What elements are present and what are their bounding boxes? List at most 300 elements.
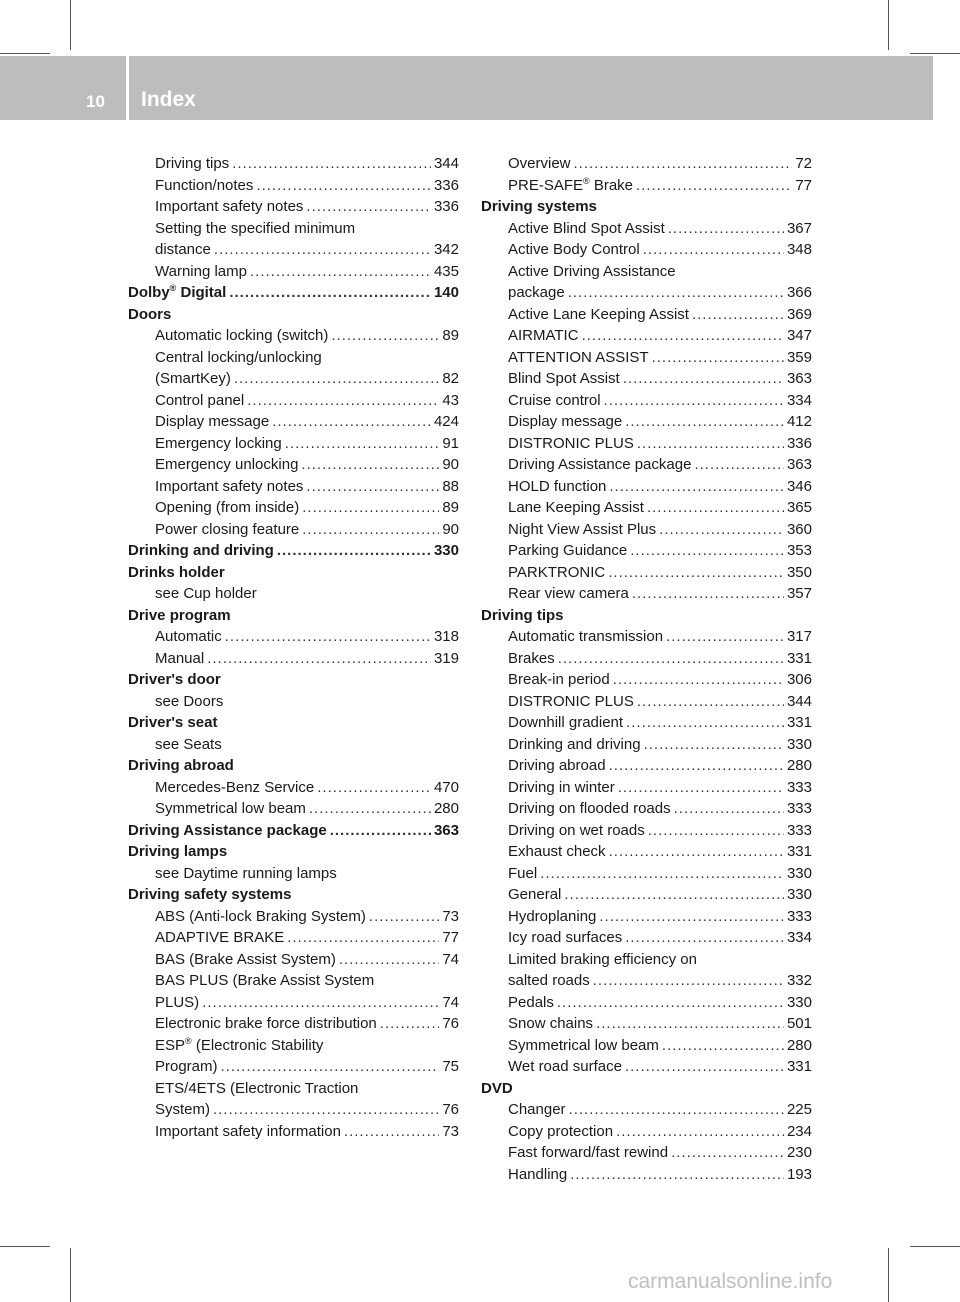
entry-label: Automatic transmission xyxy=(508,628,664,645)
entry-text xyxy=(155,583,257,605)
entry-text xyxy=(155,390,244,412)
crop-mark xyxy=(0,53,50,54)
index-heading xyxy=(128,712,459,734)
entry-label: see Cup holder xyxy=(155,585,257,602)
entry-label: Automatic locking (switch) xyxy=(155,327,329,344)
page-reference: 88 xyxy=(442,477,459,495)
index-entry xyxy=(481,863,812,885)
entry-text xyxy=(155,626,222,648)
entry-text xyxy=(508,906,596,928)
entry-text xyxy=(508,368,620,390)
page-reference: 360 xyxy=(786,520,812,538)
index-entry xyxy=(481,476,812,498)
page-reference: 331 xyxy=(786,1058,812,1075)
index-entry xyxy=(481,519,812,541)
dot-leader xyxy=(285,433,440,455)
entry-text xyxy=(128,282,226,304)
page-reference: 318 xyxy=(433,628,459,645)
index-entry xyxy=(481,906,812,928)
page-reference: 225 xyxy=(786,1101,812,1118)
header-divider xyxy=(126,56,129,120)
entry-text xyxy=(508,175,633,197)
entry-label: Wet road surface xyxy=(508,1058,622,1075)
dot-leader xyxy=(287,927,439,949)
entry-text xyxy=(155,1099,210,1121)
entry-label: Limited braking efficiency on xyxy=(508,950,697,968)
entry-label: see Doors xyxy=(155,692,224,710)
page-reference: 336 xyxy=(433,198,459,215)
page-reference: 501 xyxy=(786,1015,812,1032)
dot-leader xyxy=(637,691,784,713)
page-reference: 317 xyxy=(786,628,812,645)
dot-leader xyxy=(225,626,431,648)
page-reference: 359 xyxy=(786,348,812,366)
dot-leader xyxy=(331,325,439,347)
entry-text xyxy=(508,562,605,584)
page-reference: 280 xyxy=(786,1036,812,1054)
entry-text xyxy=(508,992,554,1014)
page-reference: 357 xyxy=(786,585,812,602)
entry-text xyxy=(155,175,253,197)
dot-leader xyxy=(596,1013,784,1035)
index-entry xyxy=(481,798,812,820)
index-entry xyxy=(481,411,812,433)
index-entry xyxy=(128,1121,459,1143)
entry-label: Dolby xyxy=(128,284,170,301)
dot-leader xyxy=(558,648,784,670)
entry-text xyxy=(508,433,634,455)
entry-text xyxy=(155,648,204,670)
entry-label: General xyxy=(508,886,562,903)
dot-leader xyxy=(648,820,784,842)
index-entry xyxy=(128,454,459,476)
page-reference: 470 xyxy=(433,778,459,796)
entry-text xyxy=(155,1121,341,1143)
entry-text xyxy=(155,476,303,498)
dot-leader xyxy=(630,540,784,562)
crop-mark xyxy=(910,1246,960,1247)
entry-label: Drive program xyxy=(128,606,231,624)
dot-leader xyxy=(309,798,431,820)
index-entry xyxy=(481,368,812,390)
index-entry xyxy=(481,927,812,949)
entry-label: HOLD function xyxy=(508,477,607,495)
index-entry xyxy=(481,992,812,1014)
entry-label: Opening (from inside) xyxy=(155,499,300,516)
index-entry xyxy=(128,519,459,541)
index-heading xyxy=(481,605,812,627)
page-reference: 75 xyxy=(442,1058,459,1075)
index-entry xyxy=(481,1099,812,1121)
entry-text xyxy=(508,626,663,648)
page-reference: 330 xyxy=(786,864,812,882)
page-reference: 330 xyxy=(786,735,812,753)
entry-label: (SmartKey) xyxy=(155,370,231,387)
entry-label: AIRMATIC xyxy=(508,327,579,344)
entry-label: see Daytime running lamps xyxy=(155,864,337,882)
dot-leader xyxy=(625,1056,784,1078)
entry-text xyxy=(508,755,606,777)
index-entry xyxy=(481,1056,812,1078)
dot-leader xyxy=(232,153,431,175)
entry-text xyxy=(155,927,284,949)
index-entry xyxy=(128,992,459,1014)
entry-label: Driving tips xyxy=(155,155,230,172)
entry-label: Control panel xyxy=(155,391,245,409)
entry-label: Driving Assistance package xyxy=(128,821,327,839)
registered-mark: ® xyxy=(185,1035,192,1046)
index-entry xyxy=(481,1035,812,1057)
entry-label: Power closing feature xyxy=(155,520,300,538)
index-entry xyxy=(481,282,812,304)
page-number: 10 xyxy=(86,92,105,111)
entry-text xyxy=(155,368,231,390)
crop-mark xyxy=(0,1246,50,1247)
dot-leader xyxy=(618,777,784,799)
entry-text xyxy=(128,605,231,627)
index-column-right xyxy=(481,153,812,1185)
entry-text xyxy=(155,261,247,283)
entry-text xyxy=(508,841,606,863)
page-reference: 76 xyxy=(442,1101,459,1118)
entry-label: Driver's seat xyxy=(128,714,218,731)
entry-label: Driving on wet roads xyxy=(508,821,645,839)
entry-label: Manual xyxy=(155,649,205,667)
entry-label: Driving systems xyxy=(481,198,597,215)
index-entry xyxy=(128,411,459,433)
page-reference: 330 xyxy=(433,542,459,559)
index-entry xyxy=(481,562,812,584)
entry-label: Driving abroad xyxy=(128,757,234,774)
page-reference: 73 xyxy=(442,907,459,925)
entry-label-suffix: Brake xyxy=(589,176,634,194)
entry-label: BAS PLUS (Brake Assist System xyxy=(155,972,375,989)
page-reference: 333 xyxy=(786,821,812,839)
index-heading xyxy=(481,196,812,218)
index-entry xyxy=(481,454,812,476)
entry-text xyxy=(155,1056,218,1078)
index-entry xyxy=(128,1013,459,1035)
page-reference: 234 xyxy=(786,1122,812,1140)
entry-label: Active Lane Keeping Assist xyxy=(508,305,689,323)
entry-label: Driver's door xyxy=(128,671,221,688)
entry-text xyxy=(508,820,645,842)
entry-text xyxy=(508,669,610,691)
entry-label: Driving lamps xyxy=(128,843,228,860)
entry-text xyxy=(155,1013,377,1035)
dot-leader xyxy=(674,798,784,820)
entry-label: distance xyxy=(155,241,211,258)
entry-text xyxy=(508,1142,668,1164)
header-band xyxy=(0,56,933,120)
entry-label: Driving on flooded roads xyxy=(508,800,671,817)
index-entry xyxy=(128,153,459,175)
index-entry xyxy=(481,347,812,369)
index-entry xyxy=(481,777,812,799)
dot-leader xyxy=(609,476,784,498)
entry-label: Changer xyxy=(508,1101,566,1118)
registered-mark: ® xyxy=(169,283,177,293)
index-entry xyxy=(481,261,812,283)
index-entry xyxy=(128,261,459,283)
dot-leader xyxy=(229,282,431,304)
entry-label: Symmetrical low beam xyxy=(155,800,306,817)
page-reference: 90 xyxy=(442,520,459,538)
entry-label: Function/notes xyxy=(155,176,254,194)
page-reference: 336 xyxy=(433,176,459,194)
entry-text xyxy=(128,304,171,326)
entry-label: Important safety notes xyxy=(155,198,304,215)
index-entry xyxy=(481,669,812,691)
entry-text xyxy=(508,325,579,347)
entry-text xyxy=(508,218,665,240)
entry-text xyxy=(155,863,337,885)
entry-text xyxy=(508,884,561,906)
page-reference: 342 xyxy=(433,241,459,258)
dot-leader xyxy=(306,476,439,498)
dot-leader xyxy=(540,863,784,885)
page-reference: 367 xyxy=(786,219,812,237)
index-entry xyxy=(128,1078,459,1100)
entry-label: DVD xyxy=(481,1079,513,1097)
page-reference: 350 xyxy=(786,563,812,581)
index-entry xyxy=(481,841,812,863)
entry-label: Electronic brake force distribution xyxy=(155,1015,377,1032)
page-reference: 193 xyxy=(786,1165,812,1183)
entry-label: PRE-SAFE xyxy=(508,176,584,194)
index-heading xyxy=(128,884,459,906)
dot-leader xyxy=(692,304,784,326)
entry-text xyxy=(508,970,590,992)
dot-leader xyxy=(626,712,784,734)
entry-label: Warning lamp xyxy=(155,262,247,280)
index-entry xyxy=(481,691,812,713)
dot-leader xyxy=(613,669,784,691)
entry-label: Parking Guidance xyxy=(508,542,628,559)
dot-leader xyxy=(625,411,784,433)
dot-leader xyxy=(652,347,784,369)
entry-text xyxy=(155,798,306,820)
index-entry xyxy=(481,497,812,519)
index-entry xyxy=(128,1035,459,1057)
entry-label: Driving in winter xyxy=(508,778,615,796)
index-entry xyxy=(128,970,459,992)
entry-text xyxy=(508,927,622,949)
index-entry xyxy=(128,949,459,971)
index-entry xyxy=(128,218,459,240)
dot-leader xyxy=(250,261,431,283)
dot-leader xyxy=(593,970,784,992)
index-heading xyxy=(128,669,459,691)
page-reference: 366 xyxy=(786,284,812,301)
entry-text xyxy=(155,325,328,347)
dot-leader xyxy=(609,755,784,777)
entry-text xyxy=(508,1056,622,1078)
entry-text xyxy=(508,712,623,734)
entry-label: Emergency locking xyxy=(155,434,282,452)
page-reference: 331 xyxy=(786,843,812,860)
index-entry xyxy=(481,583,812,605)
index-entry xyxy=(128,906,459,928)
page-reference: 331 xyxy=(786,714,812,731)
entry-label: Automatic xyxy=(155,628,222,645)
entry-text xyxy=(508,411,622,433)
entry-label: Blind Spot Assist xyxy=(508,370,620,387)
entry-text xyxy=(155,218,355,240)
entry-label: Handling xyxy=(508,1165,568,1183)
entry-text xyxy=(508,153,571,175)
dot-leader xyxy=(272,411,431,433)
entry-text xyxy=(128,884,291,906)
index-entry xyxy=(128,497,459,519)
entry-label: Emergency unlocking xyxy=(155,456,299,473)
entry-text xyxy=(128,712,217,734)
page-reference: 344 xyxy=(786,692,812,710)
entry-label: BAS (Brake Assist System) xyxy=(155,950,336,968)
dot-leader xyxy=(380,1013,440,1035)
crop-mark xyxy=(888,0,889,50)
index-entry xyxy=(128,648,459,670)
index-heading xyxy=(128,304,459,326)
entry-label: Brakes xyxy=(508,649,555,667)
dot-leader xyxy=(609,841,784,863)
page-reference: 346 xyxy=(786,477,812,495)
index-entry xyxy=(481,755,812,777)
index-heading xyxy=(128,540,459,562)
index-heading xyxy=(128,841,459,863)
dot-leader xyxy=(568,282,784,304)
page-reference: 89 xyxy=(442,327,459,344)
dot-leader xyxy=(339,949,439,971)
entry-label: Drinking and driving xyxy=(508,735,641,753)
entry-text xyxy=(155,992,199,1014)
page-reference: 363 xyxy=(433,821,459,839)
index-entry xyxy=(128,1099,459,1121)
index-entry xyxy=(128,734,459,756)
dot-leader xyxy=(666,626,784,648)
index-entry xyxy=(481,1164,812,1186)
page-reference: 330 xyxy=(786,993,812,1011)
entry-text xyxy=(508,1035,659,1057)
page-reference: 280 xyxy=(433,800,459,817)
entry-text xyxy=(155,411,269,433)
index-entry xyxy=(481,304,812,326)
entry-label: Setting the specified minimum xyxy=(155,219,356,237)
index-entry xyxy=(128,196,459,218)
entry-label: Lane Keeping Assist xyxy=(508,499,644,516)
entry-text xyxy=(481,605,564,627)
index-entry xyxy=(128,863,459,885)
entry-text xyxy=(128,562,225,584)
page-reference: 353 xyxy=(786,542,812,559)
index-entry xyxy=(128,691,459,713)
page-reference: 333 xyxy=(786,778,812,796)
index-entry xyxy=(128,777,459,799)
dot-leader xyxy=(616,1121,784,1143)
dot-leader xyxy=(668,218,784,240)
dot-leader xyxy=(637,433,784,455)
index-entry xyxy=(481,433,812,455)
entry-text xyxy=(155,734,222,756)
entry-label: Drinks holder xyxy=(128,563,225,581)
entry-text xyxy=(508,261,676,283)
dot-leader xyxy=(569,1099,784,1121)
page-reference: 90 xyxy=(442,456,459,473)
entry-label: package xyxy=(508,284,565,301)
index-entry xyxy=(481,325,812,347)
registered-mark: ® xyxy=(583,175,590,186)
index-entry xyxy=(481,153,812,175)
index-entry xyxy=(481,626,812,648)
entry-label: Driving Assistance package xyxy=(508,456,692,473)
entry-text xyxy=(155,196,303,218)
entry-text xyxy=(481,1078,513,1100)
dot-leader xyxy=(644,734,784,756)
page-reference: 72 xyxy=(795,155,812,172)
entry-label: Downhill gradient xyxy=(508,714,624,731)
dot-leader xyxy=(213,1099,439,1121)
index-entry xyxy=(128,1056,459,1078)
entry-label: Fuel xyxy=(508,864,538,882)
entry-text xyxy=(155,777,314,799)
index-entry xyxy=(481,540,812,562)
entry-text xyxy=(508,239,640,261)
entry-label: Important safety information xyxy=(155,1122,341,1140)
entry-text xyxy=(508,1121,613,1143)
dot-leader xyxy=(623,368,784,390)
entry-text xyxy=(508,519,656,541)
page-reference: 336 xyxy=(786,434,812,452)
entry-text xyxy=(155,497,299,519)
page-reference: 369 xyxy=(786,305,812,323)
dot-leader xyxy=(694,454,784,476)
page-reference: 230 xyxy=(786,1144,812,1161)
entry-text xyxy=(508,540,627,562)
entry-text xyxy=(481,196,597,218)
entry-label: Cruise control xyxy=(508,391,601,409)
entry-text xyxy=(128,820,327,842)
entry-label: salted roads xyxy=(508,972,590,989)
entry-label: Active Driving Assistance xyxy=(508,262,676,280)
page-reference: 280 xyxy=(786,757,812,774)
dot-leader xyxy=(301,454,439,476)
entry-label: Pedals xyxy=(508,993,554,1011)
dot-leader xyxy=(306,196,431,218)
entry-text xyxy=(508,583,629,605)
entry-label: Hydroplaning xyxy=(508,907,597,925)
entry-text xyxy=(508,476,606,498)
page-reference: 82 xyxy=(442,370,459,387)
dot-leader xyxy=(302,519,439,541)
dot-leader xyxy=(632,583,784,605)
dot-leader xyxy=(570,1164,784,1186)
entry-label: Driving safety systems xyxy=(128,886,292,903)
page-reference: 74 xyxy=(442,950,459,968)
entry-text xyxy=(155,906,366,928)
dot-leader xyxy=(369,906,439,928)
entry-label: PARKTRONIC xyxy=(508,563,606,581)
entry-label: Program) xyxy=(155,1058,218,1075)
entry-text xyxy=(508,1013,593,1035)
entry-label: ADAPTIVE BRAKE xyxy=(155,929,285,946)
entry-label-suffix: (Electronic Stability xyxy=(191,1036,324,1054)
index-entry xyxy=(481,648,812,670)
entry-text xyxy=(155,347,322,369)
entry-text xyxy=(155,1035,323,1057)
entry-label: Break-in period xyxy=(508,671,610,688)
entry-text xyxy=(508,734,641,756)
dot-leader xyxy=(247,390,439,412)
